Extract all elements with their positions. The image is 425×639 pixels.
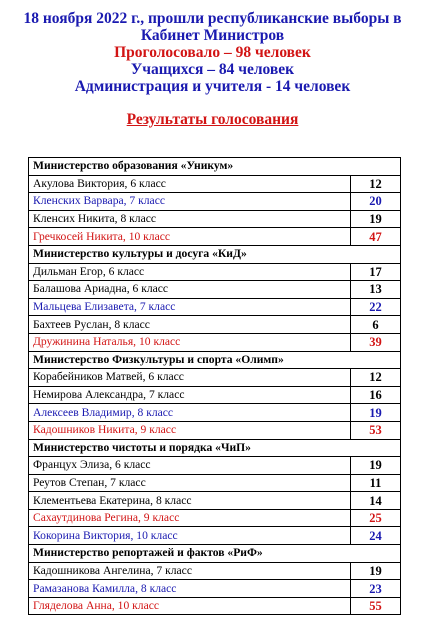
- results-table: [28, 157, 401, 615]
- candidate-votes: 53: [351, 421, 401, 439]
- candidate-votes: 19: [351, 562, 401, 580]
- candidate-row: [29, 193, 401, 211]
- ministry-title: Министерство Физкультуры и спорта «Олимп»: [29, 351, 401, 369]
- candidate-row: [29, 597, 401, 615]
- candidate-name: Кленсих Никита, 8 класс: [29, 210, 351, 228]
- candidate-votes: 13: [351, 281, 401, 299]
- voted-total: Проголосовало – 98 человек: [114, 44, 311, 61]
- candidate-row: [29, 175, 401, 193]
- candidate-row: [29, 527, 401, 545]
- candidate-name: Гречкосей Никита, 10 класс: [29, 228, 351, 246]
- ministry-title: Министерство культуры и досуга «КиД»: [29, 245, 401, 263]
- candidate-row: [29, 316, 401, 334]
- ministry-header-row: [29, 245, 401, 263]
- candidate-votes: 11: [351, 474, 401, 492]
- ministry-header-row: [29, 545, 401, 563]
- candidate-row: [29, 562, 401, 580]
- candidate-votes: 6: [351, 316, 401, 334]
- candidate-row: [29, 492, 401, 510]
- ministry-title: Министерство образования «Уникум»: [29, 158, 401, 176]
- candidate-name: Дружинина Наталья, 10 класс: [29, 333, 351, 351]
- candidate-row: [29, 228, 401, 246]
- ministry-title: Министерство репортажей и фактов «РиФ»: [29, 545, 401, 563]
- ministry-header-row: [29, 351, 401, 369]
- candidate-name: Кадошникова Ангелина, 7 класс: [29, 562, 351, 580]
- candidate-row: [29, 457, 401, 475]
- ministry-title: Министерство чистоты и порядка «ЧиП»: [29, 439, 401, 457]
- candidate-name: Дильман Егор, 6 класс: [29, 263, 351, 281]
- ministry-header-row: [29, 439, 401, 457]
- candidate-row: [29, 298, 401, 316]
- candidate-row: [29, 369, 401, 387]
- candidate-name: Кокорина Виктория, 10 класс: [29, 527, 351, 545]
- candidate-name: Реутов Степан, 7 класс: [29, 474, 351, 492]
- candidate-row: [29, 509, 401, 527]
- candidate-votes: 14: [351, 492, 401, 510]
- candidate-row: [29, 263, 401, 281]
- candidate-votes: 22: [351, 298, 401, 316]
- candidate-votes: 55: [351, 597, 401, 615]
- candidate-votes: 12: [351, 369, 401, 387]
- candidate-name: Бахтеев Руслан, 8 класс: [29, 316, 351, 334]
- candidate-votes: 39: [351, 333, 401, 351]
- candidate-name: Сахаутдинова Регина, 9 класс: [29, 509, 351, 527]
- candidate-name: Францух Элиза, 6 класс: [29, 457, 351, 475]
- candidate-name: Клементьева Екатерина, 8 класс: [29, 492, 351, 510]
- candidate-row: [29, 386, 401, 404]
- candidate-votes: 16: [351, 386, 401, 404]
- election-title-line-2: Кабинет Министров: [140, 27, 285, 44]
- candidate-votes: 19: [351, 210, 401, 228]
- candidate-name: Корабейников Матвей, 6 класс: [29, 369, 351, 387]
- candidate-name: Немирова Александра, 7 класс: [29, 386, 351, 404]
- students-total: Учащихся – 84 человек: [130, 61, 295, 78]
- candidate-votes: 47: [351, 228, 401, 246]
- candidate-votes: 23: [351, 580, 401, 598]
- candidate-name: Кленских Варвара, 7 класс: [29, 193, 351, 211]
- candidate-row: [29, 580, 401, 598]
- candidate-votes: 25: [351, 509, 401, 527]
- candidate-row: [29, 333, 401, 351]
- staff-total: Администрация и учителя - 14 человек: [74, 78, 351, 95]
- candidate-row: [29, 281, 401, 299]
- candidate-row: [29, 210, 401, 228]
- candidate-name: Кадошников Никита, 9 класс: [29, 421, 351, 439]
- candidate-votes: 24: [351, 527, 401, 545]
- ministry-header-row: [29, 158, 401, 176]
- candidate-votes: 19: [351, 457, 401, 475]
- candidate-row: [29, 421, 401, 439]
- candidate-votes: 12: [351, 175, 401, 193]
- candidate-name: Мальцева Елизавета, 7 класс: [29, 298, 351, 316]
- candidate-name: Гляделова Анна, 10 класс: [29, 597, 351, 615]
- candidate-row: [29, 404, 401, 422]
- candidate-votes: 19: [351, 404, 401, 422]
- candidate-name: Алексеев Владимир, 8 класс: [29, 404, 351, 422]
- results-table-body: [29, 158, 401, 615]
- candidate-votes: 20: [351, 193, 401, 211]
- candidate-name: Рамазанова Камилла, 8 класс: [29, 580, 351, 598]
- candidate-name: Балашова Ариадна, 6 класс: [29, 281, 351, 299]
- candidate-name: Акулова Виктория, 6 класс: [29, 175, 351, 193]
- results-title: Результаты голосования: [126, 111, 299, 128]
- election-title-line-1: 18 ноября 2022 г., прошли республиканские выборы в: [23, 10, 402, 27]
- candidate-votes: 17: [351, 263, 401, 281]
- candidate-row: [29, 474, 401, 492]
